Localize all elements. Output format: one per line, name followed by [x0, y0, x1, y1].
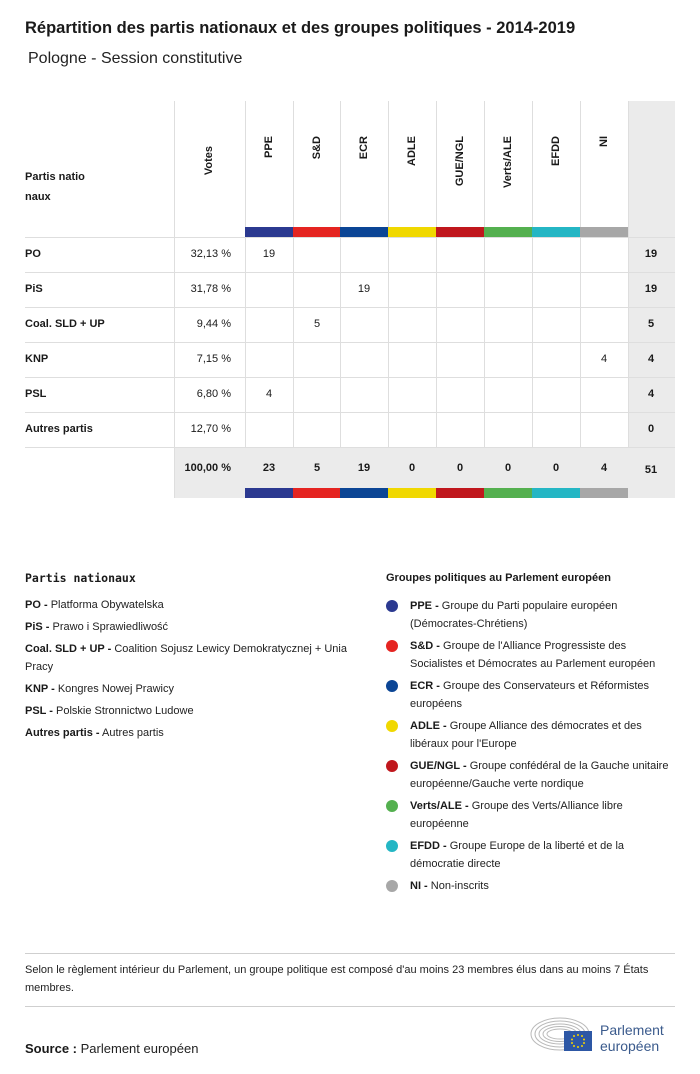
- page-title: Répartition des partis nationaux et des groupes politiques - 2014-2019: [25, 19, 576, 37]
- seat-count-cell: [581, 237, 627, 272]
- seat-count-cell: [389, 412, 435, 447]
- total-seats-cell: 4: [647, 353, 655, 365]
- total-seats-cell: 5: [647, 318, 655, 330]
- party-name: PiS: [25, 283, 43, 295]
- group-color-bar: [293, 227, 341, 237]
- group-color-bar: [388, 227, 436, 237]
- party-name: PSL: [25, 388, 47, 400]
- seat-count-cell: [533, 412, 579, 447]
- group-color-bar: [580, 227, 628, 237]
- group-total-cell: 4: [600, 462, 608, 474]
- party-abbr: PiS -: [25, 621, 50, 633]
- seat-count-cell: [485, 342, 531, 377]
- group-color-dot-icon: [386, 880, 398, 892]
- group-legend-item: [386, 717, 680, 753]
- votes-column-header: Votes: [203, 146, 215, 176]
- seat-count-cell: [437, 342, 483, 377]
- vote-share: 6,80 %: [196, 388, 231, 400]
- group-color-bar: [245, 488, 293, 498]
- group-color-dot-icon: [386, 720, 398, 732]
- seat-count-cell: [533, 307, 579, 342]
- seat-count-cell: [389, 307, 435, 342]
- party-name: PO: [25, 248, 41, 260]
- vote-share: 32,13 %: [190, 248, 231, 260]
- vote-share: 12,70 %: [190, 423, 231, 435]
- group-color-bar: [340, 227, 388, 237]
- seat-count-cell: [485, 377, 531, 412]
- group-total-cell: 23: [262, 462, 276, 474]
- group-color-bar: [340, 488, 388, 498]
- seat-count-cell: 4: [600, 353, 608, 365]
- seat-count-cell: [294, 377, 340, 412]
- seat-count-cell: [437, 272, 483, 307]
- seat-count-cell: [389, 237, 435, 272]
- footnote: Selon le règlement intérieur du Parlement, un groupe politique est composé d'au moins 23 membres élus dans au moins 7 États membres.: [25, 964, 649, 994]
- seat-count-cell: [533, 342, 579, 377]
- group-column-header: PPE: [263, 136, 275, 159]
- group-color-bar: [532, 227, 580, 237]
- group-legend-item: [386, 677, 680, 713]
- seat-count-cell: [533, 272, 579, 307]
- party-column-header: Partis nationaux: [25, 171, 85, 203]
- group-column-header: ADLE: [406, 136, 418, 166]
- seat-count-cell: [341, 342, 387, 377]
- group-legend: [386, 572, 680, 899]
- group-full-name: Groupe du Parti populaire européen (Démocrates-Chrétiens): [410, 600, 618, 630]
- seat-count-cell: [485, 412, 531, 447]
- hemicycle-flag-icon: [530, 1014, 596, 1052]
- group-color-bar: [532, 488, 580, 498]
- party-name: KNP: [25, 353, 49, 365]
- group-color-bar: [436, 227, 484, 237]
- seat-count-cell: [437, 412, 483, 447]
- group-color-bar: [293, 488, 341, 498]
- group-abbr: ECR -: [410, 680, 440, 692]
- seat-count-cell: [581, 272, 627, 307]
- group-total-cell: 0: [504, 462, 512, 474]
- group-color-dot-icon: [386, 840, 398, 852]
- seat-count-cell: [389, 377, 435, 412]
- group-column-header: Verts/ALE: [502, 136, 514, 188]
- group-full-name: Groupe des Verts/Alliance libre européenne: [410, 800, 623, 830]
- party-legend-item: [25, 724, 365, 742]
- group-column-header: EFDD: [550, 136, 562, 166]
- seat-count-cell: [485, 272, 531, 307]
- group-full-name: Groupe confédéral de la Gauche unitaire européenne/Gauche verte nordique: [410, 760, 669, 790]
- seat-count-cell: [581, 412, 627, 447]
- party-full-name: Kongres Nowej Prawicy: [57, 683, 174, 695]
- logo-line-2: européen: [600, 1038, 660, 1054]
- seat-count-cell: [581, 307, 627, 342]
- seat-count-cell: [294, 272, 340, 307]
- seat-count-cell: [341, 307, 387, 342]
- group-total-cell: 0: [552, 462, 560, 474]
- group-color-dot-icon: [386, 760, 398, 772]
- total-seats-cell: 4: [647, 388, 655, 400]
- group-column-header: ECR: [358, 136, 370, 160]
- party-full-name: Polskie Stronnictwo Ludowe: [55, 705, 194, 717]
- divider: [25, 953, 675, 954]
- seat-count-cell: [533, 237, 579, 272]
- seat-count-cell: [437, 377, 483, 412]
- seat-count-cell: [341, 237, 387, 272]
- group-abbr: S&D -: [410, 640, 440, 652]
- vote-share: 7,15 %: [196, 353, 231, 365]
- group-legend-title: Groupes politiques au Parlement européen: [386, 572, 611, 584]
- group-color-dot-icon: [386, 680, 398, 692]
- vote-share: 9,44 %: [196, 318, 231, 330]
- group-abbr: Verts/ALE -: [410, 800, 469, 812]
- party-legend-item: [25, 702, 365, 720]
- group-legend-item: [386, 637, 680, 673]
- seat-count-cell: [389, 272, 435, 307]
- group-color-bar: [484, 488, 532, 498]
- group-abbr: GUE/NGL -: [410, 760, 467, 772]
- seat-count-cell: [437, 237, 483, 272]
- group-color-dot-icon: [386, 600, 398, 612]
- group-total-cell: 5: [313, 462, 321, 474]
- group-abbr: PPE -: [410, 600, 439, 612]
- party-legend: [25, 571, 365, 746]
- party-abbr: PO -: [25, 599, 48, 611]
- seat-count-cell: 5: [313, 318, 321, 330]
- group-total-cell: 0: [408, 462, 416, 474]
- seat-count-cell: 19: [262, 248, 276, 260]
- group-abbr: EFDD -: [410, 840, 447, 852]
- group-abbr: NI -: [410, 880, 428, 892]
- party-abbr: Autres partis -: [25, 727, 100, 739]
- group-color-bar: [388, 488, 436, 498]
- seat-count-cell: [246, 412, 292, 447]
- seat-count-cell: 4: [265, 388, 273, 400]
- parliament-logo: [530, 1014, 680, 1056]
- source-value: Parlement européen: [80, 1041, 199, 1056]
- party-legend-item: [25, 618, 365, 636]
- seat-count-cell: [246, 272, 292, 307]
- party-abbr: Coal. SLD + UP -: [25, 643, 112, 655]
- seat-count-cell: [533, 377, 579, 412]
- party-abbr: KNP -: [25, 683, 55, 695]
- group-full-name: Non-inscrits: [430, 880, 489, 892]
- group-column-header: NI: [598, 136, 610, 147]
- source-line: [25, 1041, 198, 1056]
- group-color-dot-icon: [386, 640, 398, 652]
- divider: [25, 1006, 675, 1007]
- logo-text: [600, 1022, 664, 1054]
- party-legend-item: [25, 640, 365, 676]
- group-legend-item: [386, 877, 680, 895]
- party-legend-item: [25, 596, 365, 614]
- group-color-bar: [484, 227, 532, 237]
- page-subtitle: Pologne - Session constitutive: [28, 50, 243, 67]
- grand-total-seats: 51: [644, 464, 658, 476]
- seat-count-cell: [485, 237, 531, 272]
- group-full-name: Groupe Europe de la liberté et de la démocratie directe: [410, 840, 625, 870]
- seat-count-cell: [294, 412, 340, 447]
- seat-count-cell: 19: [357, 283, 371, 295]
- group-full-name: Groupe de l'Alliance Progressiste des Socialistes et Démocrates au Parlement européen: [410, 640, 656, 670]
- group-legend-item: [386, 757, 680, 793]
- party-abbr: PSL -: [25, 705, 53, 717]
- total-votes: 100,00 %: [184, 462, 231, 474]
- seat-count-cell: [485, 307, 531, 342]
- group-column-header: S&D: [311, 136, 323, 160]
- party-full-name: Prawo i Sprawiedliwość: [52, 621, 169, 633]
- total-seats-cell: 19: [644, 248, 658, 260]
- group-full-name: Groupe des Conservateurs et Réformistes européens: [410, 680, 650, 710]
- group-legend-item: [386, 597, 680, 633]
- group-color-bar: [580, 488, 628, 498]
- seat-count-cell: [581, 377, 627, 412]
- total-seats-cell: 0: [647, 423, 655, 435]
- group-abbr: ADLE -: [410, 720, 447, 732]
- group-total-cell: 19: [357, 462, 371, 474]
- party-full-name: Coalition Sojusz Lewicy Demokratycznej + Unia Pracy: [25, 643, 347, 673]
- group-legend-item: [386, 837, 680, 873]
- party-name: Autres partis: [25, 423, 93, 435]
- seat-count-cell: [246, 342, 292, 377]
- group-color-bar: [436, 488, 484, 498]
- seat-count-cell: [437, 307, 483, 342]
- grid-line: [25, 447, 675, 448]
- seat-count-cell: [341, 412, 387, 447]
- seat-count-cell: [294, 342, 340, 377]
- source-label: Source :: [25, 1041, 78, 1056]
- logo-line-1: Parlement: [600, 1022, 664, 1038]
- group-color-dot-icon: [386, 800, 398, 812]
- group-legend-item: [386, 797, 680, 833]
- group-column-header: GUE/NGL: [454, 136, 466, 187]
- group-total-cell: 0: [456, 462, 464, 474]
- group-full-name: Groupe Alliance des démocrates et des libéraux pour l'Europe: [410, 720, 642, 750]
- total-seats-cell: 19: [644, 283, 658, 295]
- party-full-name: Autres partis: [102, 727, 164, 739]
- seat-count-cell: [341, 377, 387, 412]
- party-legend-title: Partis nationaux: [25, 571, 136, 585]
- seat-distribution-table: [25, 101, 675, 498]
- party-name: Coal. SLD + UP: [25, 318, 105, 330]
- seat-count-cell: [294, 237, 340, 272]
- party-legend-item: [25, 680, 365, 698]
- seat-count-cell: [246, 307, 292, 342]
- group-color-bar: [245, 227, 293, 237]
- seat-count-cell: [389, 342, 435, 377]
- vote-share: 31,78 %: [190, 283, 231, 295]
- party-full-name: Platforma Obywatelska: [50, 599, 164, 611]
